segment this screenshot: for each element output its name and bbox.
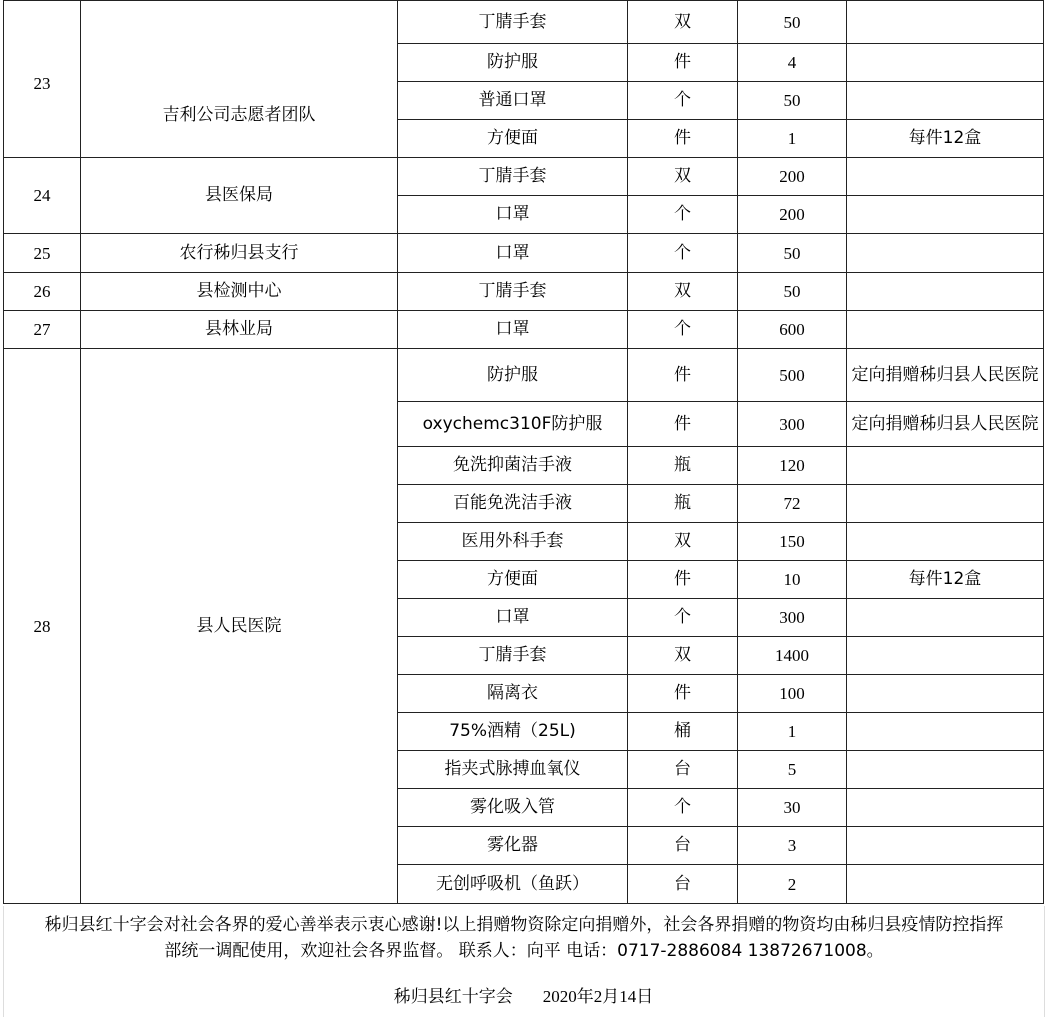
item-note bbox=[847, 196, 1044, 234]
item-unit: 件 bbox=[628, 561, 738, 599]
item-quantity: 10 bbox=[738, 561, 847, 599]
item-name: 丁腈手套 bbox=[398, 158, 628, 196]
item-name: 雾化器 bbox=[398, 827, 628, 865]
item-unit: 瓶 bbox=[628, 447, 738, 485]
item-quantity: 50 bbox=[738, 273, 847, 311]
item-name: 普通口罩 bbox=[398, 82, 628, 120]
item-note bbox=[847, 1, 1044, 44]
item-unit: 件 bbox=[628, 349, 738, 402]
item-quantity: 4 bbox=[738, 44, 847, 82]
item-unit: 双 bbox=[628, 158, 738, 196]
item-name: 指夹式脉搏血氧仪 bbox=[398, 751, 628, 789]
item-note bbox=[847, 637, 1044, 675]
item-note bbox=[847, 485, 1044, 523]
thanks-text bbox=[4, 912, 1044, 964]
item-name: 无创呼吸机（鱼跃） bbox=[398, 865, 628, 904]
item-note bbox=[847, 599, 1044, 637]
item-name: 口罩 bbox=[398, 196, 628, 234]
item-name: oxychemc310F防护服 bbox=[398, 402, 628, 447]
donation-table bbox=[3, 0, 1044, 904]
item-note bbox=[847, 273, 1044, 311]
item-unit: 台 bbox=[628, 751, 738, 789]
item-quantity: 2 bbox=[738, 865, 847, 904]
serial-number: 25 bbox=[4, 234, 81, 273]
signature-date: 2020年2月14日 bbox=[542, 987, 654, 1006]
item-name: 防护服 bbox=[398, 349, 628, 402]
item-name: 口罩 bbox=[398, 311, 628, 349]
item-name: 75%酒精（25L) bbox=[398, 713, 628, 751]
item-note bbox=[847, 82, 1044, 120]
item-note bbox=[847, 713, 1044, 751]
item-quantity: 600 bbox=[738, 311, 847, 349]
item-unit: 双 bbox=[628, 273, 738, 311]
item-unit: 双 bbox=[628, 637, 738, 675]
table-row bbox=[4, 349, 1044, 402]
item-quantity: 50 bbox=[738, 82, 847, 120]
item-unit: 桶 bbox=[628, 713, 738, 751]
item-quantity: 500 bbox=[738, 349, 847, 402]
item-unit: 个 bbox=[628, 789, 738, 827]
item-quantity: 300 bbox=[738, 599, 847, 637]
item-quantity: 300 bbox=[738, 402, 847, 447]
item-quantity: 200 bbox=[738, 196, 847, 234]
signature-org: 秭归县红十字会 bbox=[393, 987, 513, 1007]
item-note bbox=[847, 675, 1044, 713]
serial-number: 24 bbox=[4, 158, 81, 234]
item-unit: 个 bbox=[628, 196, 738, 234]
donor-name: 农行秭归县支行 bbox=[81, 234, 398, 273]
item-note bbox=[847, 865, 1044, 904]
table-row bbox=[4, 273, 1044, 311]
item-name: 防护服 bbox=[398, 44, 628, 82]
donor-name: 县人民医院 bbox=[81, 349, 398, 904]
item-name: 口罩 bbox=[398, 234, 628, 273]
donor-name: 县医保局 bbox=[81, 158, 398, 234]
table-row bbox=[4, 234, 1044, 273]
item-name: 口罩 bbox=[398, 599, 628, 637]
item-unit: 双 bbox=[628, 523, 738, 561]
item-note bbox=[847, 523, 1044, 561]
item-name: 方便面 bbox=[398, 120, 628, 158]
item-note: 每件12盒 bbox=[847, 561, 1044, 599]
item-note: 定向捐赠秭归县人民医院 bbox=[847, 402, 1044, 447]
item-unit: 个 bbox=[628, 311, 738, 349]
donor-name: 吉利公司志愿者团队 bbox=[81, 1, 398, 158]
item-quantity: 1 bbox=[738, 120, 847, 158]
item-note bbox=[847, 827, 1044, 865]
item-name: 丁腈手套 bbox=[398, 273, 628, 311]
item-note bbox=[847, 234, 1044, 273]
item-name: 丁腈手套 bbox=[398, 1, 628, 44]
item-name: 丁腈手套 bbox=[398, 637, 628, 675]
item-note bbox=[847, 751, 1044, 789]
table-row bbox=[4, 1, 1044, 44]
item-quantity: 150 bbox=[738, 523, 847, 561]
item-unit: 瓶 bbox=[628, 485, 738, 523]
item-quantity: 120 bbox=[738, 447, 847, 485]
item-note bbox=[847, 44, 1044, 82]
item-unit: 台 bbox=[628, 827, 738, 865]
item-unit: 件 bbox=[628, 44, 738, 82]
item-unit: 台 bbox=[628, 865, 738, 904]
item-quantity: 200 bbox=[738, 158, 847, 196]
item-quantity: 72 bbox=[738, 485, 847, 523]
serial-number: 26 bbox=[4, 273, 81, 311]
thanks-line-2: 部统一调配使用，欢迎社会各界监督。 联系人：向平 电话：0717-2886084 13872671008。 bbox=[164, 941, 884, 961]
item-note: 定向捐赠秭归县人民医院 bbox=[847, 349, 1044, 402]
item-quantity: 50 bbox=[738, 234, 847, 273]
item-quantity: 3 bbox=[738, 827, 847, 865]
item-unit: 件 bbox=[628, 120, 738, 158]
signature bbox=[0, 982, 1047, 1007]
item-unit: 个 bbox=[628, 234, 738, 273]
item-quantity: 30 bbox=[738, 789, 847, 827]
serial-number: 28 bbox=[4, 349, 81, 904]
thanks-line-1: 秭归县红十字会对社会各界的爱心善举表示衷心感谢!以上捐赠物资除定向捐赠外，社会各界捐赠的物资均由秭归县疫情防控指挥 bbox=[44, 915, 1004, 935]
item-quantity: 5 bbox=[738, 751, 847, 789]
donor-name: 县林业局 bbox=[81, 311, 398, 349]
table-row bbox=[4, 311, 1044, 349]
item-unit: 个 bbox=[628, 599, 738, 637]
item-name: 隔离衣 bbox=[398, 675, 628, 713]
item-name: 百能免洗洁手液 bbox=[398, 485, 628, 523]
item-note bbox=[847, 158, 1044, 196]
item-note bbox=[847, 311, 1044, 349]
donor-name: 县检测中心 bbox=[81, 273, 398, 311]
item-quantity: 1400 bbox=[738, 637, 847, 675]
item-quantity: 50 bbox=[738, 1, 847, 44]
item-note bbox=[847, 447, 1044, 485]
item-name: 医用外科手套 bbox=[398, 523, 628, 561]
serial-number: 23 bbox=[4, 1, 81, 158]
item-note bbox=[847, 789, 1044, 827]
item-unit: 件 bbox=[628, 402, 738, 447]
item-quantity: 1 bbox=[738, 713, 847, 751]
item-note: 每件12盒 bbox=[847, 120, 1044, 158]
item-unit: 双 bbox=[628, 1, 738, 44]
item-name: 雾化吸入管 bbox=[398, 789, 628, 827]
item-name: 方便面 bbox=[398, 561, 628, 599]
serial-number: 27 bbox=[4, 311, 81, 349]
item-name: 免洗抑菌洁手液 bbox=[398, 447, 628, 485]
table-row bbox=[4, 158, 1044, 196]
item-unit: 件 bbox=[628, 675, 738, 713]
item-unit: 个 bbox=[628, 82, 738, 120]
item-quantity: 100 bbox=[738, 675, 847, 713]
